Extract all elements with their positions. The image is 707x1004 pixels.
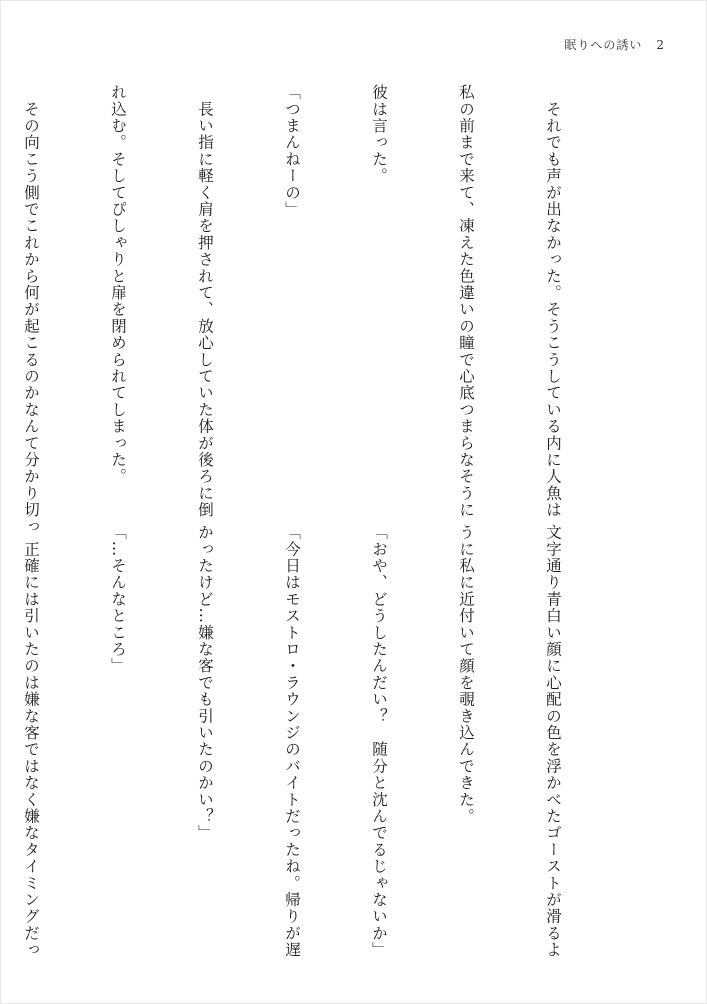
text-line: 「おや、どうしたんだい？ 随分と沈んでるじゃないか」: [370, 524, 388, 959]
text-line: 長い指に軽く肩を押されて、放心していた体が後ろに倒: [196, 84, 214, 519]
text-line: 「今日はモストロ・ラウンジのバイトだったね。帰りが遅: [283, 524, 301, 959]
text-line: その向こう側でこれから何が起こるのかなんて分かり切っ: [22, 84, 40, 535]
text-line: 私の前まで来て、凍えた色違いの瞳で心底つまらなそうに: [457, 84, 475, 519]
page-number: 2: [656, 38, 665, 52]
lower-text-block: [22, 524, 625, 959]
text-line: かったけど…嫌な客でも引いたのかい？」: [196, 524, 214, 842]
text-line: 正確には引いたのは嫌な客ではなく嫌なタイミングだっ: [22, 524, 40, 959]
upper-text-block: [22, 84, 625, 535]
chapter-title: 眠りへの誘い: [564, 38, 643, 52]
text-line: うに私に近付いて顔を覗き込んできた。: [457, 524, 475, 825]
running-header: [564, 36, 665, 53]
text-line: それでも声が出なかった。そうこうしている内に人魚は: [544, 84, 562, 519]
text-line: 彼は言った。: [370, 84, 388, 185]
text-line: 文字通り青白い顔に心配の色を浮かべたゴーストが滑るよ: [544, 524, 562, 959]
text-line: 「つまんねーの」: [283, 84, 301, 218]
text-line: れ込む。そしてぴしゃりと扉を閉められてしまった。: [109, 84, 127, 485]
text-line: 「…そんなところ」: [109, 524, 127, 675]
